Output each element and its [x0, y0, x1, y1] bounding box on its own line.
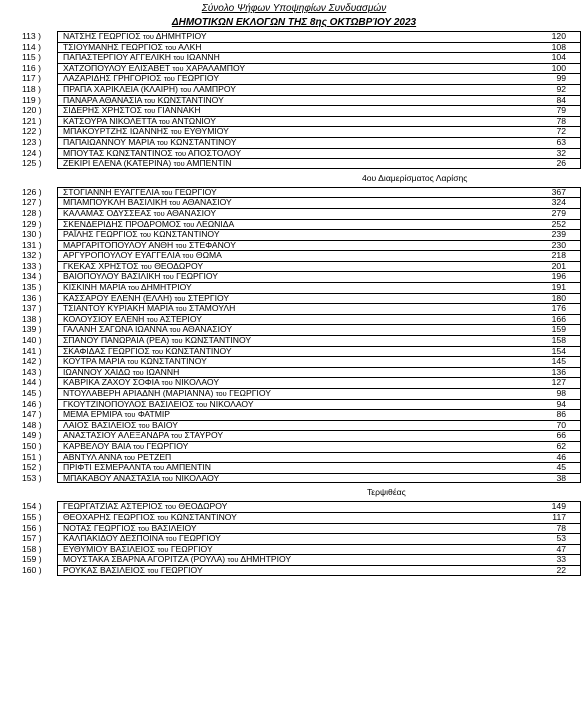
- table-row: [22, 197, 566, 208]
- candidate-patronymic: ΚΩΝΣΤΑΝΤΙΝΟΥ: [184, 335, 252, 346]
- candidate-name: ΝΑΤΣΗΣ ΓΕΩΡΓΙΟΣ: [63, 31, 141, 41]
- candidate-index: 143 ): [22, 366, 42, 377]
- patronymic-prefix: του: [169, 198, 181, 208]
- table-row: [22, 356, 566, 367]
- candidate-votes: 158: [551, 335, 566, 346]
- candidate-patronymic: ΕΥΘΥΜΙΟΥ: [184, 126, 229, 137]
- candidate-votes: 176: [551, 303, 566, 314]
- candidate-votes: 32: [556, 147, 566, 158]
- candidate-patronymic: ΚΩΝΣΤΑΝΤΙΝΟΥ: [157, 94, 224, 105]
- candidate-name: ΘΕΟΧΑΡΗΣ ΓΕΩΡΓΙΟΣ: [63, 511, 155, 522]
- patronymic-prefix: του: [196, 399, 208, 409]
- candidate-index: 119 ): [22, 94, 41, 105]
- candidate-name: ΚΑΛΠΑΚΙΔΟΥ ΔΕΣΠΟΙΝΑ: [63, 533, 164, 544]
- candidate-patronymic: ΘΩΜΑ: [195, 250, 222, 261]
- candidate-votes: 47: [556, 543, 566, 554]
- table-row: [22, 544, 566, 555]
- candidate-index: 154 ): [22, 501, 42, 512]
- table-row: [22, 430, 566, 441]
- candidate-name: ΠΑΠΑΙΩΑΝΝΟΥ ΜΑΡΙΑ: [63, 136, 155, 147]
- patronymic-prefix: του: [175, 240, 187, 250]
- candidate-patronymic: ΑΣΤΕΡΙΟΥ: [159, 313, 202, 324]
- candidate-votes: 218: [551, 250, 566, 261]
- candidate-patronymic: ΧΑΡΑΛΑΜΠΟΥ: [185, 62, 246, 73]
- candidate-votes: 33: [556, 554, 566, 565]
- candidate-index: 160 ): [22, 564, 42, 575]
- candidate-patronymic: ΑΜΠΕΝΤΙΝ: [166, 462, 211, 473]
- table-row: [22, 63, 566, 74]
- candidate-name: ΚΟΛΟΥΣΙΟΥ ΕΛΕΝΗ: [63, 313, 145, 324]
- candidate-patronymic: ΙΩΑΝΝΗ: [186, 52, 220, 63]
- candidate-patronymic: ΝΙΚΟΛΑΟΥ: [209, 398, 254, 409]
- patronymic-prefix: του: [227, 555, 239, 565]
- candidate-name: ΓΕΩΡΓΑΤΖΙΑΣ ΑΣΤΕΡΙΟΣ: [63, 501, 163, 512]
- candidate-patronymic: ΝΙΚΟΛΑΟΥ: [175, 472, 220, 483]
- candidate-index: 115 ): [22, 52, 41, 63]
- table-row: [22, 95, 566, 106]
- table-row: [22, 377, 566, 388]
- patronymic-prefix: του: [182, 251, 194, 261]
- candidate-patronymic: ΑΘΑΝΑΣΙΟΥ: [166, 207, 217, 218]
- candidate-index: 145 ): [22, 388, 42, 398]
- table-row: [22, 441, 566, 452]
- candidate-votes: 108: [551, 41, 566, 52]
- candidate-index: 158 ): [22, 543, 42, 554]
- candidate-index: 137 ): [22, 303, 42, 314]
- candidate-index: 148 ): [22, 419, 42, 430]
- candidate-results-list: [22, 31, 566, 576]
- candidate-votes: 86: [556, 409, 566, 420]
- candidate-votes: 78: [556, 522, 566, 533]
- candidate-index: 152 ): [22, 462, 42, 473]
- patronymic-prefix: του: [165, 502, 177, 512]
- table-row: [22, 158, 566, 169]
- candidate-index: 126 ): [22, 186, 42, 197]
- candidate-index: 117 ): [22, 73, 41, 84]
- candidate-votes: 166: [551, 313, 566, 324]
- patronymic-prefix: του: [138, 420, 150, 430]
- patronymic-prefix: του: [153, 463, 165, 473]
- patronymic-prefix: του: [144, 106, 156, 116]
- candidate-name: ΚΑΣΣΑΡΟΥ ΕΛΕΝΗ (ΕΛΛΗ): [63, 292, 173, 303]
- candidate-index: 140 ): [22, 335, 42, 346]
- candidate-index: 153 ): [22, 472, 42, 483]
- candidate-index: 127 ): [22, 197, 42, 208]
- candidate-name: ΜΟΥΣΤΑΚΑ ΣΒΑΡΝΑ ΑΓΟΡΙΤΖΑ (ΡΟΥΛΑ): [63, 554, 226, 565]
- candidate-index: 130 ): [22, 229, 42, 240]
- patronymic-prefix: του: [171, 336, 183, 346]
- patronymic-prefix: του: [124, 452, 135, 462]
- table-row: [22, 250, 566, 261]
- table-row: [22, 314, 566, 325]
- patronymic-prefix: του: [169, 325, 181, 335]
- patronymic-prefix: του: [147, 565, 159, 575]
- candidate-index: 122 ): [22, 126, 42, 137]
- patronymic-prefix: του: [128, 283, 139, 293]
- candidate-patronymic: ΓΕΩΡΓΙΟΥ: [177, 73, 220, 84]
- candidate-index: 123 ): [22, 136, 42, 147]
- candidate-votes: 159: [551, 324, 566, 335]
- candidate-patronymic: ΓΕΩΡΓΙΟΥ: [146, 440, 189, 451]
- patronymic-prefix: του: [162, 272, 174, 282]
- candidate-patronymic: ΝΙΚΟΛΑΟΥ: [175, 377, 220, 388]
- section-heading-text: 4ου Διαμερίσματος Λαρίσης: [362, 172, 468, 183]
- candidate-patronymic: ΑΘΑΝΑΣΙΟΥ: [182, 324, 233, 335]
- table-row: [22, 409, 566, 420]
- table-row: [22, 554, 566, 565]
- candidate-patronymic: ΑΜΠΕΝΤΙΝ: [186, 158, 232, 169]
- candidate-index: 138 ): [22, 313, 42, 324]
- candidate-name: ΓΚΕΚΑΣ ΧΡΗΣΤΟΣ: [63, 260, 139, 271]
- table-row: [22, 73, 566, 84]
- candidate-patronymic: ΓΕΩΡΓΙΟΥ: [179, 533, 221, 544]
- patronymic-prefix: του: [153, 208, 165, 218]
- table-row: [22, 148, 566, 159]
- candidate-index: 125 ): [22, 158, 42, 169]
- candidate-votes: 72: [556, 126, 566, 137]
- candidate-patronymic: ΚΩΝΣΤΑΝΤΙΝΟΥ: [170, 136, 237, 147]
- candidate-index: 121 ): [22, 115, 42, 126]
- table-row: [22, 346, 566, 357]
- table-row: [22, 420, 566, 431]
- candidate-votes: 66: [556, 430, 566, 441]
- candidate-name: ΑΝΑΣΤΑΣΙΟΥ ΑΛΕΞΑΝΔΡΑ: [63, 430, 169, 441]
- table-row: [22, 303, 566, 314]
- candidate-index: 139 ): [22, 324, 42, 335]
- candidate-index: 141 ): [22, 345, 42, 356]
- candidate-votes: 92: [556, 83, 566, 94]
- candidate-name: ΒΑΙΟΠΟΥΛΟΥ ΒΑΣΙΛΙΚΗ: [63, 271, 161, 282]
- candidate-index: 157 ): [22, 533, 42, 544]
- table-row: [22, 105, 566, 116]
- candidate-patronymic: ΚΩΝΣΤΑΝΤΙΝΟΥ: [140, 356, 207, 367]
- candidate-index: 113 ): [22, 31, 41, 41]
- patronymic-prefix: του: [127, 357, 139, 367]
- candidate-votes: 63: [556, 136, 566, 147]
- candidate-index: 147 ): [22, 409, 42, 420]
- candidate-patronymic: ΑΝΤΩΝΙΟΥ: [171, 115, 216, 126]
- section-heading: [22, 483, 566, 501]
- candidate-votes: 104: [551, 52, 566, 63]
- candidate-votes: 201: [551, 260, 566, 271]
- table-row: [22, 52, 566, 63]
- candidate-name: ΓΚΟΥΤΖΙΝΟΠΟΥΛΟΣ ΒΑΣΙΛΕΙΟΣ: [63, 398, 194, 409]
- table-row: [22, 501, 566, 512]
- patronymic-prefix: του: [215, 389, 227, 398]
- candidate-name: ΜΠΟΥΤΑΣ ΚΩΝΣΤΑΝΤΙΝΟΣ: [63, 147, 173, 158]
- section-heading-text: Τερψιθέας: [367, 487, 406, 498]
- patronymic-prefix: του: [183, 219, 195, 229]
- candidate-patronymic: ΦΑΤΜΙΡ: [137, 409, 171, 420]
- candidate-votes: 149: [551, 501, 566, 512]
- candidate-votes: 367: [551, 186, 566, 197]
- patronymic-prefix: του: [170, 127, 182, 137]
- patronymic-prefix: του: [161, 187, 173, 197]
- table-row: [22, 116, 566, 127]
- table-row: [22, 335, 566, 346]
- table-row: [22, 42, 566, 53]
- candidate-votes: 45: [556, 462, 566, 473]
- patronymic-prefix: του: [180, 84, 192, 94]
- patronymic-prefix: του: [144, 95, 156, 105]
- candidate-patronymic: ΚΩΝΣΤΑΝΤΙΝΟΥ: [153, 229, 220, 240]
- patronymic-prefix: του: [172, 63, 184, 73]
- candidate-votes: 38: [556, 472, 566, 483]
- table-row: [22, 187, 566, 198]
- candidate-votes: 180: [551, 292, 566, 303]
- candidate-name: ΓΑΛΑΝΗ ΣΑΓΩΝΑ ΙΩΑΝΝΑ: [63, 324, 168, 335]
- section-heading: [22, 169, 566, 187]
- candidate-patronymic: ΚΩΝΣΤΑΝΤΙΝΟΥ: [165, 345, 232, 356]
- patronymic-prefix: του: [174, 293, 186, 303]
- patronymic-prefix: του: [152, 346, 164, 356]
- candidate-name: ΜΠΑΚΑΒΟΥ ΑΝΑΣΤΑΣΙΑ: [63, 472, 160, 483]
- table-row: [22, 293, 566, 304]
- candidate-index: 129 ): [22, 218, 42, 229]
- patronymic-prefix: του: [157, 512, 169, 522]
- candidate-patronymic: ΡΕΤΖΕΠ: [137, 451, 172, 462]
- candidate-name: ΜΑΡΓΑΡΙΤΟΠΟΥΛΟΥ ΑΝΘΗ: [63, 239, 174, 250]
- candidate-name: ΜΠΑΚΟΥΡΤΖΗΣ ΙΩΑΝΝΗΣ: [63, 126, 169, 137]
- candidate-votes: 127: [551, 377, 566, 388]
- patronymic-prefix: του: [140, 261, 152, 271]
- table-row: [22, 399, 566, 410]
- table-row: [22, 261, 566, 272]
- candidate-name: ΡΟΥΚΑΣ ΒΑΣΙΛΕΙΟΣ: [63, 564, 146, 575]
- candidate-patronymic: ΑΛΚΗ: [178, 41, 202, 52]
- candidate-patronymic: ΓΕΩΡΓΙΟΥ: [229, 388, 271, 398]
- candidate-patronymic: ΔΗΜΗΤΡΙΟΥ: [155, 31, 207, 41]
- candidate-patronymic: ΘΕΟΔΩΡΟΥ: [154, 260, 204, 271]
- candidate-votes: 78: [556, 115, 566, 126]
- candidate-name: ΣΚΑΦΙΔΑΣ ΓΕΩΡΓΙΟΣ: [63, 345, 150, 356]
- candidate-name: ΑΒΝΤΥΛ ΑΝΝΑ: [63, 451, 122, 462]
- candidate-votes: 84: [556, 94, 566, 105]
- candidate-index: 128 ): [22, 207, 42, 218]
- candidate-index: 136 ): [22, 292, 42, 303]
- table-row: [22, 473, 566, 484]
- table-row: [22, 84, 566, 95]
- patronymic-prefix: του: [161, 473, 173, 483]
- candidate-patronymic: ΙΩΑΝΝΗ: [146, 366, 180, 377]
- candidate-name: ΑΡΓΥΡΟΠΟΥΛΟΥ ΕΥΑΓΓΕΛΙΑ: [63, 250, 181, 261]
- candidate-patronymic: ΑΠΟΣΤΟΛΟΥ: [187, 147, 242, 158]
- candidate-name: ΣΠΑΝΟΥ ΠΑΝΩΡΑΙΑ (ΡΕΑ): [63, 335, 170, 346]
- candidate-name: ΜΠΑΜΠΟΥΚΛΗ ΒΑΣΙΛΙΚΗ: [63, 197, 167, 208]
- candidate-index: 134 ): [22, 271, 42, 282]
- candidate-patronymic: ΣΤΕΡΓΙΟΥ: [187, 292, 230, 303]
- candidate-name: ΤΣΙΑΝΤΟΥ ΚΥΡΙΑΚΗ ΜΑΡΙΑ: [63, 303, 174, 314]
- table-row: [22, 240, 566, 251]
- patronymic-prefix: του: [156, 137, 168, 147]
- candidate-index: 120 ): [22, 105, 42, 116]
- candidate-votes: 70: [556, 419, 566, 430]
- candidate-votes: 136: [551, 366, 566, 377]
- candidate-name: ΚΑΤΣΟΥΡΑ ΝΙΚΟΛΕΤΤΑ: [63, 115, 157, 126]
- candidate-patronymic: ΔΗΜΗΤΡΙΟΥ: [140, 282, 192, 293]
- candidate-name: ΣΙΔΕΡΗΣ ΧΡΗΣΤΟΣ: [63, 105, 142, 116]
- candidate-name: ΕΥΘΥΜΙΟΥ ΒΑΣΙΛΕΙΟΣ: [63, 543, 156, 554]
- candidate-patronymic: ΑΘΑΝΑΣΙΟΥ: [182, 197, 232, 208]
- patronymic-prefix: του: [173, 53, 185, 63]
- candidate-index: 142 ): [22, 356, 42, 367]
- table-row: [22, 388, 566, 399]
- candidate-patronymic: ΛΕΩΝΙΔΑ: [196, 218, 235, 229]
- candidate-votes: 79: [556, 105, 566, 116]
- table-row: [22, 523, 566, 534]
- candidate-patronymic: ΓΙΑΝΝΑΚΗ: [157, 105, 201, 116]
- patronymic-prefix: του: [165, 42, 177, 52]
- candidate-patronymic: ΘΕΟΔΩΡΟΥ: [178, 501, 228, 512]
- candidate-votes: 324: [551, 197, 566, 208]
- candidate-name: ΝΟΤΑΣ ΓΕΩΡΓΙΟΣ: [63, 522, 136, 533]
- candidate-votes: 154: [551, 345, 566, 356]
- patronymic-prefix: του: [171, 431, 183, 441]
- candidate-index: 124 ): [22, 147, 42, 158]
- candidate-patronymic: ΒΑΣΙΛΕΙΟΥ: [151, 522, 197, 533]
- patronymic-prefix: του: [158, 116, 170, 126]
- table-row: [22, 271, 566, 282]
- candidate-votes: 53: [556, 533, 566, 544]
- candidate-votes: 145: [551, 356, 566, 367]
- candidate-index: 132 ): [22, 250, 42, 261]
- candidate-votes: 26: [556, 158, 566, 169]
- patronymic-prefix: του: [140, 230, 151, 240]
- candidate-name-cell: [63, 565, 203, 577]
- candidate-index: 159 ): [22, 554, 42, 565]
- candidate-name: ΙΩΑΝΝΟΥ ΧΑΙΔΩ: [63, 366, 131, 377]
- candidate-index: 146 ): [22, 398, 42, 409]
- candidate-name: ΚΟΥΤΡΑ ΜΑΡΙΑ: [63, 356, 125, 367]
- candidate-index: 144 ): [22, 377, 42, 388]
- candidate-index: 149 ): [22, 430, 42, 441]
- candidate-index: 155 ): [22, 511, 42, 522]
- candidate-patronymic: ΣΤΑΥΡΟΥ: [184, 430, 224, 441]
- candidate-name: ΠΑΠΑΣΤΕΡΓΙΟΥ ΑΓΓΕΛΙΚΗ: [63, 52, 171, 63]
- patronymic-prefix: του: [132, 367, 144, 377]
- candidate-votes: 100: [551, 62, 566, 73]
- candidate-name: ΜΕΜΑ ΕΡΜΙΡΑ: [63, 409, 123, 420]
- patronymic-prefix: του: [124, 410, 136, 420]
- candidate-patronymic: ΣΤΑΜΟΥΛΗ: [189, 303, 236, 314]
- candidate-name: ΧΑΤΖΟΠΟΥΛΟΥ ΕΛΙΣΑΒΕΤ: [63, 62, 171, 73]
- candidate-name: ΛΑΖΑΡΙΔΗΣ ΓΡΗΓΟΡΙΟΣ: [63, 73, 162, 84]
- candidate-votes: 120: [551, 31, 566, 41]
- candidate-name: ΤΣΙΟΥΜΑΝΗΣ ΓΕΩΡΓΙΟΣ: [63, 41, 163, 52]
- candidate-votes: 117: [552, 511, 566, 522]
- table-row: [22, 565, 566, 576]
- table-row: [22, 219, 566, 230]
- table-row: [22, 533, 566, 544]
- patronymic-prefix: του: [175, 304, 187, 314]
- candidate-name: ΠΡΙΦΤΙ ΕΣΜΕΡΑΛΝΤΑ: [63, 462, 151, 473]
- candidate-votes: 196: [551, 271, 566, 282]
- candidate-votes: 98: [556, 388, 566, 398]
- candidate-index: 151 ): [22, 451, 42, 462]
- candidate-votes: 279: [551, 207, 566, 218]
- table-row: [22, 452, 566, 463]
- document-subtitle: ΔΗΜΟΤΙΚΩΝ ΕΚΛΟΓΩΝ ΤΗΣ 8ης ΟΚΤΩΒΡΊΟΥ 2023: [171, 17, 417, 28]
- table-row: [22, 126, 566, 137]
- candidate-patronymic: ΓΕΩΡΓΙΟΥ: [174, 186, 217, 197]
- candidate-name: ΚΑΛΑΜΑΣ ΟΔΥΣΣΕΑΣ: [63, 207, 152, 218]
- candidate-index: 135 ): [22, 282, 42, 293]
- patronymic-prefix: του: [175, 148, 186, 158]
- candidate-name: ΛΑΙΟΣ ΒΑΣΙΛΕΙΟΣ: [63, 419, 137, 430]
- table-row: [22, 282, 566, 293]
- candidate-votes: 22: [556, 564, 566, 575]
- candidate-votes: 62: [556, 440, 566, 451]
- candidate-votes: 46: [556, 451, 566, 462]
- candidate-votes: 230: [551, 239, 566, 250]
- candidate-name: ΚΑΒΡΙΚΑ ΖΑΧΟΥ ΣΟΦΙΑ: [63, 377, 160, 388]
- document-title: Σύνολο Ψήφων Υποψηφίων Συνδυασμών: [201, 3, 387, 14]
- candidate-index: 150 ): [22, 440, 42, 451]
- table-row: [22, 462, 566, 473]
- candidate-index: 118 ): [22, 83, 41, 94]
- patronymic-prefix: του: [161, 378, 173, 388]
- candidate-name: ΠΑΝΑΡΑ ΑΘΑΝΑΣΙΑ: [63, 94, 142, 105]
- candidate-votes: 239: [551, 229, 566, 240]
- candidate-index: 156 ): [22, 522, 42, 533]
- table-row: [22, 31, 566, 42]
- patronymic-prefix: του: [133, 441, 145, 451]
- candidate-patronymic: ΣΤΕΦΑΝΟΥ: [188, 239, 236, 250]
- candidate-patronymic: ΔΗΜΗΤΡΙΟΥ: [240, 554, 292, 565]
- candidate-patronymic: ΛΑΜΠΡΟΥ: [193, 83, 236, 94]
- table-row: [22, 137, 566, 148]
- candidate-votes: 252: [551, 218, 566, 229]
- table-row: [22, 512, 566, 523]
- patronymic-prefix: του: [163, 74, 175, 84]
- patronymic-prefix: του: [165, 534, 177, 544]
- candidate-name: ΠΡΑΠΑ ΧΑΡΙΚΛΕΙΑ (ΚΛΑΙΡΗ): [63, 83, 178, 94]
- candidate-index: 131 ): [22, 239, 42, 250]
- candidate-name: ΣΚΕΝΔΕΡΙΔΗΣ ΠΡΟΔΡΟΜΟΣ: [63, 218, 181, 229]
- table-row: [22, 229, 566, 240]
- candidate-index: 114 ): [22, 41, 41, 52]
- candidate-votes: 94: [556, 398, 566, 409]
- patronymic-prefix: του: [173, 159, 185, 169]
- candidate-index: 116 ): [22, 62, 41, 73]
- table-row: [22, 367, 566, 378]
- candidate-name: ΖΕΚΙΡΙ ΕΛΕΝΑ (ΚΑΤΕΡΙΝΑ): [63, 158, 172, 169]
- candidate-patronymic: ΒΑΙΟΥ: [152, 419, 179, 430]
- candidate-index: 133 ): [22, 260, 42, 271]
- table-row: [22, 324, 566, 335]
- patronymic-prefix: του: [157, 544, 169, 554]
- patronymic-prefix: του: [142, 32, 154, 41]
- candidate-votes: 99: [556, 73, 566, 84]
- candidate-patronymic: ΓΕΩΡΓΙΟΥ: [170, 543, 213, 554]
- patronymic-prefix: του: [146, 314, 158, 324]
- patronymic-prefix: του: [138, 523, 150, 533]
- candidate-name: ΚΙΣΚΙΝΗ ΜΑΡΙΑ: [63, 282, 126, 293]
- candidate-votes: 191: [551, 282, 566, 293]
- candidate-patronymic: ΚΩΝΣΤΑΝΤΙΝΟΥ: [170, 511, 237, 522]
- candidate-patronymic: ΓΕΩΡΓΙΟΥ: [176, 271, 219, 282]
- candidate-patronymic: ΓΕΩΡΓΙΟΥ: [160, 564, 203, 575]
- candidate-name: ΡΑΪΛΗΣ ΓΕΩΡΓΙΟΣ: [63, 229, 138, 240]
- candidate-name: ΚΑΡΒΕΛΟΥ ΒΑΙΑ: [63, 440, 131, 451]
- candidate-name: ΣΤΟΓΙΑΝΝΗ ΕΥΑΓΓΕΛΙΑ: [63, 186, 160, 197]
- table-row: [22, 208, 566, 219]
- candidate-name: ΝΤΟΥΛΑΒΕΡΗ ΑΡΙΑΔΝΗ (ΜΑΡΙΑΝΝΑ): [63, 388, 214, 398]
